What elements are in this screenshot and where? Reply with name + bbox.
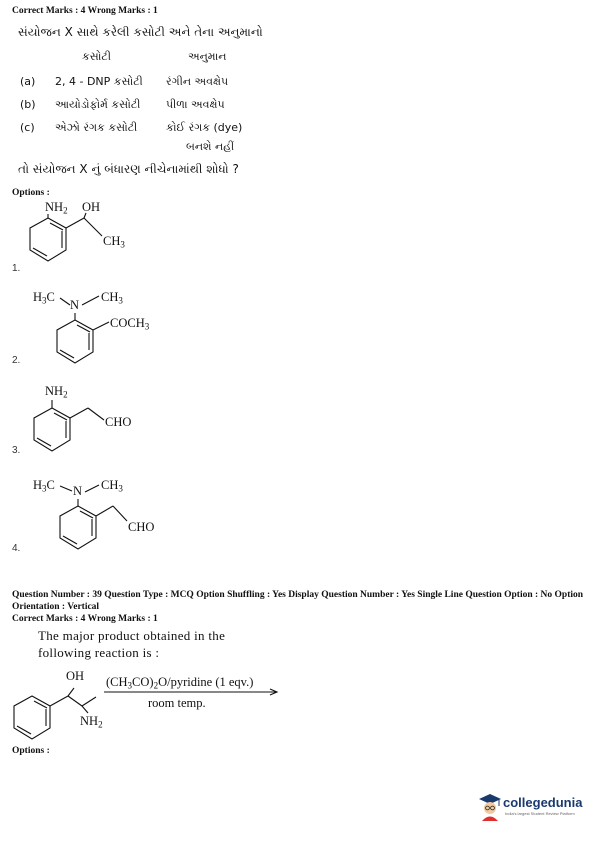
col-test-header: કસોટી [82,50,111,63]
q38-stem: સંયોજન X સાથે કરેલી કસોટી અને તેના અનુમાનો [18,25,263,39]
q38-options-label: Options : [12,188,50,198]
logo-tagline: India's largest Student Review Platform [505,811,575,816]
q39-options-label: Options : [12,746,50,756]
row-b-test: આયોડોફોર્મ કસોટી [55,98,141,111]
row-c-label: (c) [20,121,35,134]
option-4-number[interactable]: 4. [12,543,21,554]
option-2-number[interactable]: 2. [12,355,21,366]
row-a-inference: રંગીન અવક્ષેપ [166,75,229,88]
q38-marks: Correct Marks : 4 Wrong Marks : 1 [12,6,158,16]
opt1-nh2-label: $NH_2$ [45,200,68,216]
opt4-ch3-label: $CH_3$ [101,478,123,494]
row-c-inference-cont: બનશે નહીં [186,140,235,153]
row-b-inference: પીળા અવક્ષેપ [166,98,225,111]
q39-nh2-label: $NH_2$ [80,714,103,730]
graduate-icon [477,791,503,821]
opt4-h3c-label: $H_3C$ [33,478,55,494]
opt4-n-label: N [73,484,83,498]
q39-text-line2: following reaction is : [38,645,160,660]
opt1-ch3-label: $CH_3$ [103,234,125,250]
q39-marks: Correct Marks : 4 Wrong Marks : 1 [12,614,158,624]
opt2-coch3-label: $COCH_3$ [110,316,150,332]
row-c-test: એઝો રંગક કસોટી [55,121,138,134]
option-3-number[interactable]: 3. [12,445,21,456]
opt3-cho-label: CHO [105,415,132,429]
q39-reagent: $(CH_3CO)_2O$/pyridine (1 eqv.) [106,675,254,691]
row-a-test: 2, 4 - DNP કસોટી [55,75,143,88]
opt3-nh2-label: $NH_2$ [45,384,68,400]
row-b-label: (b) [20,98,36,111]
logo-wordmark: collegedunia [503,795,583,810]
row-a-label: (a) [20,75,36,88]
opt2-ch3-label: $CH_3$ [101,290,123,306]
opt4-cho-label: CHO [128,520,155,534]
q39-condition: room temp. [148,696,206,710]
q38-question: તો સંયોજન X નું બંધારણ નીચેનામાંથી શોધો ? [18,162,239,176]
q39-oh-label: OH [66,669,85,683]
q39-header: Question Number : 39 Question Type : MCQ Option Shuffling : Yes Display Question Number : Yes Single Line Question Option : No Option Orientation : Vertical [12,590,584,612]
opt2-n-label: N [70,298,80,312]
opt2-h3c-label: $H_3C$ [33,290,55,306]
col-inference-header: અનુમાન [188,50,227,63]
option-1-number[interactable]: 1. [12,263,21,274]
opt1-oh-label: OH [82,200,101,214]
q39-text-line1: The major product obtained in the [38,628,226,643]
collegedunia-logo [477,791,587,825]
row-c-inference: કોઈ રંગક (dye) [166,121,243,134]
